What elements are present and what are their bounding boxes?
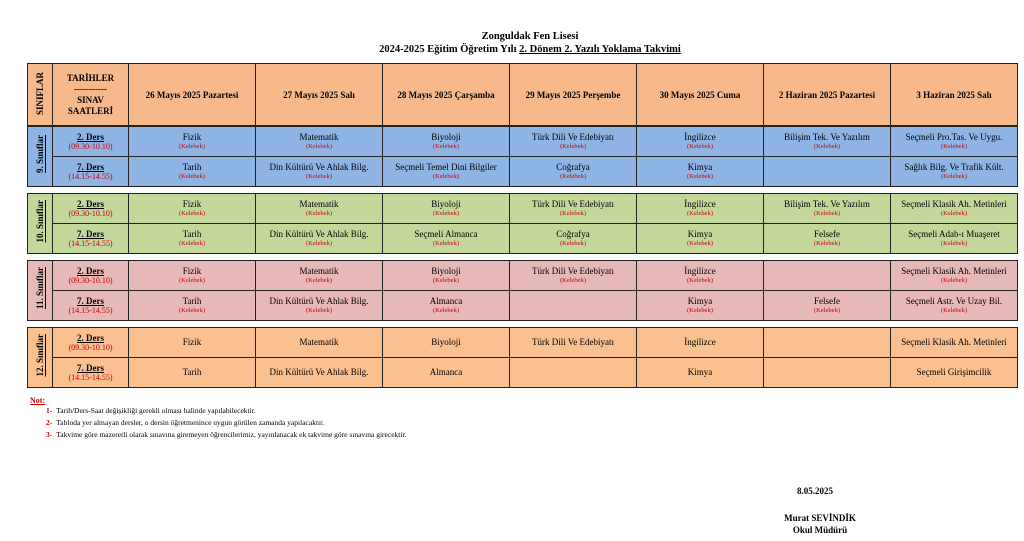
exam-cell (256, 127, 383, 157)
exam-cell (764, 194, 891, 224)
exam-cell (129, 194, 256, 224)
signature-block (780, 512, 860, 536)
subject-name: Din Kültürü Ve Ahlak Bilg. (269, 162, 369, 172)
exam-cell (256, 224, 383, 254)
subject-name: Matematik (299, 266, 339, 276)
kelebek-tag: (Kelebek) (306, 210, 332, 217)
subject-name: Türk Dili Ve Edebiyatı (531, 266, 615, 276)
subject-name: Biyoloji (431, 199, 461, 209)
exam-cell (891, 224, 1018, 254)
kelebek-tag: (Kelebek) (179, 277, 205, 284)
subject-name: Seçmeli Klasik Ah. Metinleri (901, 337, 1007, 347)
kelebek-tag: (Kelebek) (179, 143, 205, 150)
exam-cell (510, 127, 637, 157)
notes-title: Not: (30, 396, 46, 405)
subject-name: Kimya (687, 367, 713, 377)
exam-cell (637, 194, 764, 224)
subject-name: Seçmeli Pro.Tas. Ve Uygu. (905, 132, 1003, 142)
kelebek-tag: (Kelebek) (179, 173, 205, 180)
kelebek-tag: (Kelebek) (433, 143, 459, 150)
kelebek-tag: (Kelebek) (941, 240, 967, 247)
exam-cell (637, 291, 764, 321)
kelebek-tag: (Kelebek) (560, 277, 586, 284)
exam-cell (383, 194, 510, 224)
schedule-header (27, 63, 1018, 126)
exam-cell (510, 291, 637, 321)
grade-label: 9. Sınıflar (28, 127, 53, 187)
subject-name: Bilişim Tek. Ve Yazılım (784, 132, 870, 142)
time-slot: 2. Ders (09.30-10.10) (53, 328, 129, 358)
kelebek-tag: (Kelebek) (814, 307, 840, 314)
exam-cell (637, 358, 764, 388)
kelebek-tag: (Kelebek) (433, 307, 459, 314)
subject-name: Felsefe (814, 229, 840, 239)
subject-name: Bilişim Tek. Ve Yazılım (784, 199, 870, 209)
table-row (28, 358, 1018, 388)
exam-cell (256, 291, 383, 321)
kelebek-tag: (Kelebek) (687, 277, 713, 284)
subject-name: Kimya (687, 229, 713, 239)
subject-name: Tarih (182, 229, 202, 239)
kelebek-tag: (Kelebek) (433, 277, 459, 284)
grade-label: 11. Sınıflar (28, 261, 53, 321)
subject-name: Türk Dili Ve Edebiyatı (531, 199, 615, 209)
exam-cell (256, 358, 383, 388)
kelebek-tag: (Kelebek) (433, 210, 459, 217)
subject-name: Matematik (299, 337, 339, 347)
kelebek-tag: (Kelebek) (306, 307, 332, 314)
kelebek-tag: (Kelebek) (179, 240, 205, 247)
kelebek-tag: (Kelebek) (560, 143, 586, 150)
subject-name: İngilizce (684, 266, 716, 276)
exam-cell (510, 358, 637, 388)
principal-name: Murat SEVİNDİK (784, 513, 856, 523)
exam-cell (383, 261, 510, 291)
day-header: 26 Mayıs 2025 Pazartesi (129, 64, 256, 126)
subtitle-year: 2024-2025 Eğitim Öğretim Yılı (379, 44, 520, 55)
subject-name: Seçmeli Girişimcilik (916, 367, 992, 377)
table-row (28, 224, 1018, 254)
kelebek-tag: (Kelebek) (179, 307, 205, 314)
subject-name: Tarih (182, 367, 202, 377)
grade-10-block (27, 193, 1018, 254)
kelebek-tag: (Kelebek) (560, 210, 586, 217)
exam-cell (383, 291, 510, 321)
exam-cell (891, 328, 1018, 358)
exam-cell (129, 157, 256, 187)
time-slot: 7. Ders (14.15-14.55) (53, 291, 129, 321)
subject-name: Türk Dili Ve Edebiyatı (531, 337, 615, 347)
kelebek-tag: (Kelebek) (306, 173, 332, 180)
notes-section (30, 396, 406, 441)
time-slot: 7. Ders (14.15-14.55) (53, 358, 129, 388)
subject-name: Coğrafya (556, 162, 590, 172)
exam-cell (129, 328, 256, 358)
kelebek-tag: (Kelebek) (814, 240, 840, 247)
exam-cell (129, 224, 256, 254)
subject-name: Seçmeli Astr. Ve Uzay Bil. (905, 296, 1003, 306)
subtitle-exam: 2. Dönem 2. Yazılı Yoklama Takvimi (519, 44, 681, 55)
table-row (28, 194, 1018, 224)
document-date: 8.05.2025 (797, 486, 833, 496)
exam-cell (510, 194, 637, 224)
siniflar-header: SINIFLAR (28, 64, 53, 126)
subject-name: Matematik (299, 132, 339, 142)
subject-name: Fizik (182, 132, 202, 142)
kelebek-tag: (Kelebek) (560, 240, 586, 247)
time-slot: 7. Ders (14.15-14.55) (53, 224, 129, 254)
exam-cell (764, 157, 891, 187)
exam-cell (256, 261, 383, 291)
subject-name: Biyoloji (431, 266, 461, 276)
subject-name: İngilizce (684, 132, 716, 142)
grade-label: 10. Sınıflar (28, 194, 53, 254)
subject-name: Kimya (687, 162, 713, 172)
grade-12-block (27, 327, 1018, 388)
subject-name: Biyoloji (431, 337, 461, 347)
subject-name: Tarih (182, 296, 202, 306)
exam-cell (764, 328, 891, 358)
tarihler-header: TARİHLER ----------- SINAV SAATLERİ (53, 64, 129, 126)
exam-cell (510, 157, 637, 187)
kelebek-tag: (Kelebek) (687, 143, 713, 150)
table-row (28, 127, 1018, 157)
kelebek-tag: (Kelebek) (687, 173, 713, 180)
exam-cell (129, 261, 256, 291)
table-row (28, 291, 1018, 321)
exam-cell (891, 194, 1018, 224)
exam-cell (383, 127, 510, 157)
document-subtitle (0, 44, 1024, 55)
principal-role: Okul Müdürü (792, 525, 848, 535)
subject-name: Felsefe (814, 296, 840, 306)
time-slot: 7. Ders (14.15-14.55) (53, 157, 129, 187)
exam-cell (764, 127, 891, 157)
exam-cell (129, 291, 256, 321)
table-row (28, 261, 1018, 291)
kelebek-tag: (Kelebek) (941, 143, 967, 150)
subject-name: Matematik (299, 199, 339, 209)
exam-cell (256, 157, 383, 187)
grade-label: 12. Sınıflar (28, 328, 53, 388)
day-header: 2 Haziran 2025 Pazartesi (764, 64, 891, 126)
exam-cell (510, 261, 637, 291)
note-item: 1- Tarih/Ders-Saat değişikliği gerekli olması halinde yapılabilecektir. (46, 406, 256, 415)
exam-cell (129, 127, 256, 157)
exam-cell (891, 358, 1018, 388)
exam-cell (891, 127, 1018, 157)
note-item: 2- Tabloda yer almayan dersler, o dersin öğretmenince uygun görülen zamanda yapılacaktır. (46, 418, 325, 427)
exam-cell (637, 127, 764, 157)
kelebek-tag: (Kelebek) (941, 277, 967, 284)
kelebek-tag: (Kelebek) (687, 210, 713, 217)
kelebek-tag: (Kelebek) (941, 307, 967, 314)
subject-name: Seçmeli Klasik Ah. Metinleri (901, 199, 1007, 209)
exam-cell (637, 224, 764, 254)
subject-name: Coğrafya (556, 229, 590, 239)
exam-cell (637, 157, 764, 187)
subject-name: Din Kültürü Ve Ahlak Bilg. (269, 296, 369, 306)
kelebek-tag: (Kelebek) (433, 240, 459, 247)
subject-name: Sağlık Bilg. Ve Trafik Kült. (904, 162, 1004, 172)
subject-name: Seçmeli Temel Dini Bilgiler (395, 162, 497, 172)
exam-cell (764, 224, 891, 254)
time-slot: 2. Ders (09.30-10.10) (53, 194, 129, 224)
subject-name: Seçmeli Adab-ı Muaşeret (908, 229, 1000, 239)
kelebek-tag: (Kelebek) (814, 143, 840, 150)
exam-cell (764, 261, 891, 291)
subject-name: Almanca (429, 367, 463, 377)
subject-name: Fizik (182, 337, 202, 347)
kelebek-tag: (Kelebek) (687, 240, 713, 247)
kelebek-tag: (Kelebek) (306, 143, 332, 150)
kelebek-tag: (Kelebek) (179, 210, 205, 217)
kelebek-tag: (Kelebek) (306, 277, 332, 284)
time-slot: 2. Ders (09.30-10.10) (53, 127, 129, 157)
day-header: 29 Mayıs 2025 Perşembe (510, 64, 637, 126)
subject-name: Seçmeli Klasik Ah. Metinleri (901, 266, 1007, 276)
subject-name: İngilizce (684, 337, 716, 347)
subject-name: Biyoloji (431, 132, 461, 142)
exam-cell (383, 328, 510, 358)
subject-name: Fizik (182, 266, 202, 276)
note-item: 3- Takvime göre mazeretli olarak sınavına giremeyen öğrencilerimiz, yayınlanacak ek takvime göre sınavına girecektir. (46, 430, 407, 439)
kelebek-tag: (Kelebek) (814, 210, 840, 217)
exam-cell (510, 224, 637, 254)
subject-name: Fizik (182, 199, 202, 209)
day-header: 28 Mayıs 2025 Çarşamba (383, 64, 510, 126)
kelebek-tag: (Kelebek) (433, 173, 459, 180)
school-title: Zonguldak Fen Lisesi (481, 31, 579, 42)
subject-name: Seçmeli Almanca (414, 229, 478, 239)
day-header: 30 Mayıs 2025 Cuma (637, 64, 764, 126)
kelebek-tag: (Kelebek) (941, 173, 967, 180)
exam-cell (383, 157, 510, 187)
grade-11-block (27, 260, 1018, 321)
subject-name: Tarih (182, 162, 202, 172)
subject-name: Din Kültürü Ve Ahlak Bilg. (269, 367, 369, 377)
exam-cell (891, 291, 1018, 321)
exam-cell (129, 358, 256, 388)
table-row (28, 328, 1018, 358)
subject-name: Türk Dili Ve Edebiyatı (531, 132, 615, 142)
exam-cell (764, 291, 891, 321)
exam-cell (891, 157, 1018, 187)
subject-name: İngilizce (684, 199, 716, 209)
exam-cell (383, 358, 510, 388)
exam-cell (637, 261, 764, 291)
exam-cell (764, 358, 891, 388)
grade-9-block (27, 126, 1018, 187)
kelebek-tag: (Kelebek) (560, 173, 586, 180)
time-slot: 2. Ders (09.30-10.10) (53, 261, 129, 291)
subject-name: Almanca (429, 296, 463, 306)
exam-cell (256, 194, 383, 224)
subject-name: Kimya (687, 296, 713, 306)
kelebek-tag: (Kelebek) (941, 210, 967, 217)
exam-cell (256, 328, 383, 358)
exam-cell (637, 328, 764, 358)
subject-name: Din Kültürü Ve Ahlak Bilg. (269, 229, 369, 239)
day-header: 3 Haziran 2025 Salı (891, 64, 1018, 126)
kelebek-tag: (Kelebek) (687, 307, 713, 314)
exam-cell (383, 224, 510, 254)
table-row (28, 157, 1018, 187)
kelebek-tag: (Kelebek) (306, 240, 332, 247)
exam-cell (510, 328, 637, 358)
exam-cell (891, 261, 1018, 291)
day-header: 27 Mayıs 2025 Salı (256, 64, 383, 126)
